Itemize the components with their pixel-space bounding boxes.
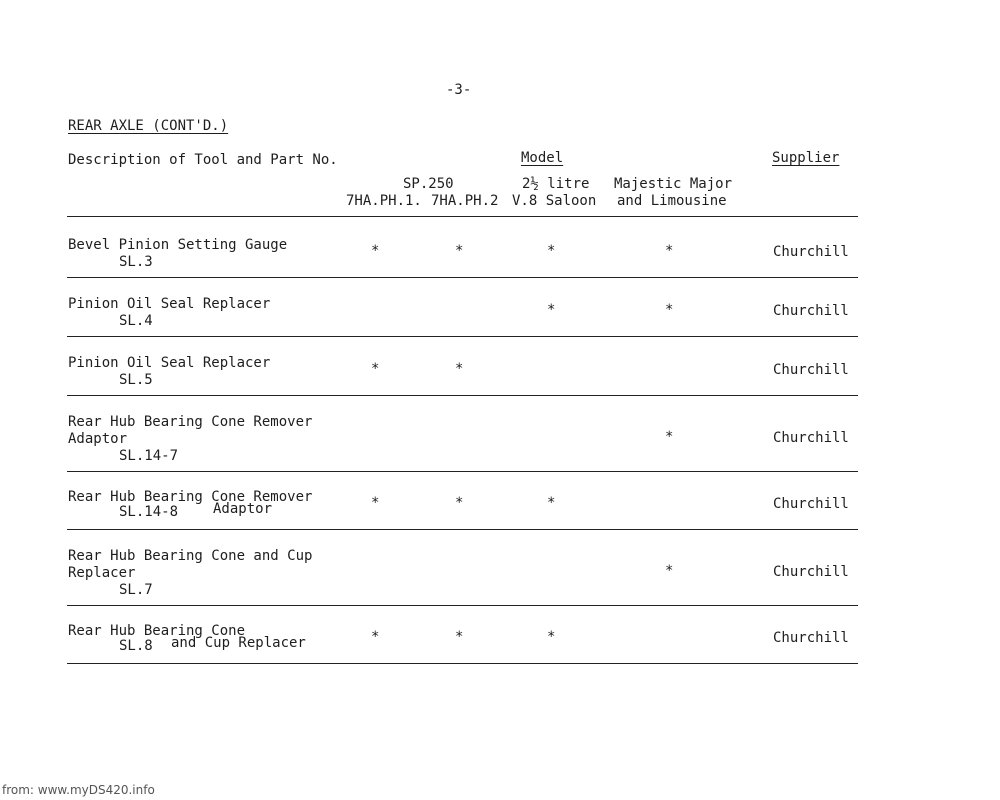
part-description-suffix: Adaptor	[213, 501, 273, 517]
part-number: SL.5	[119, 372, 153, 388]
availability-mark-v8: *	[547, 243, 556, 259]
tool-description: Rear Hub Bearing Cone	[68, 623, 246, 639]
availability-mark-ph1: *	[371, 361, 380, 377]
availability-mark-ph1: *	[371, 495, 380, 511]
availability-mark-ph1: *	[371, 243, 380, 259]
header-col-ph1: 7HA.PH.1.	[346, 193, 422, 209]
row-rule	[67, 663, 858, 664]
row-rule	[67, 529, 858, 530]
supplier-name: Churchill	[773, 630, 849, 646]
availability-mark-v8: *	[547, 302, 556, 318]
header-col-ph2: 7HA.PH.2	[431, 193, 499, 209]
tool-description: Pinion Oil Seal Replacer	[68, 296, 271, 312]
part-number: SL.4	[119, 313, 153, 329]
part-number: SL.3	[119, 254, 153, 270]
row-rule	[67, 605, 858, 606]
part-number: SL.7	[119, 582, 153, 598]
source-footer: from: www.myDS420.info	[2, 783, 155, 797]
part-number: SL.14-8	[119, 504, 179, 520]
tool-description-cont: Adaptor	[68, 431, 128, 447]
part-number: SL.14-7	[119, 448, 179, 464]
supplier-name: Churchill	[773, 244, 849, 260]
availability-mark-v8: *	[547, 629, 556, 645]
availability-mark-ph2: *	[455, 495, 464, 511]
availability-mark-ph1: *	[371, 629, 380, 645]
availability-mark-majestic: *	[665, 563, 674, 579]
header-col-v8-line1: 2½ litre	[522, 176, 590, 192]
supplier-name: Churchill	[773, 430, 849, 446]
supplier-name: Churchill	[773, 303, 849, 319]
availability-mark-ph2: *	[455, 243, 464, 259]
tool-description-cont: Replacer	[68, 565, 136, 581]
availability-mark-majestic: *	[665, 243, 674, 259]
supplier-name: Churchill	[773, 362, 849, 378]
tool-description: Rear Hub Bearing Cone and Cup	[68, 548, 313, 564]
row-rule	[67, 277, 858, 278]
header-model: Model	[521, 150, 564, 166]
availability-mark-v8: *	[547, 495, 556, 511]
header-supplier: Supplier	[772, 150, 840, 166]
tool-description: Rear Hub Bearing Cone Remover	[68, 489, 313, 505]
section-title: REAR AXLE (CONT'D.)	[68, 118, 229, 134]
part-number: SL.8	[119, 638, 153, 654]
header-rule	[67, 216, 858, 217]
header-description: Description of Tool and Part No.	[68, 152, 338, 168]
tool-description: Rear Hub Bearing Cone Remover	[68, 414, 313, 430]
row-rule	[67, 336, 858, 337]
row-rule	[67, 471, 858, 472]
supplier-name: Churchill	[773, 564, 849, 580]
header-col-sp250: SP.250	[403, 176, 454, 192]
supplier-name: Churchill	[773, 496, 849, 512]
row-rule	[67, 395, 858, 396]
header-col-majestic-line1: Majestic Major	[614, 176, 733, 192]
part-description-suffix: and Cup Replacer	[171, 635, 306, 651]
tool-description: Pinion Oil Seal Replacer	[68, 355, 271, 371]
availability-mark-ph2: *	[455, 629, 464, 645]
availability-mark-ph2: *	[455, 361, 464, 377]
tool-description: Bevel Pinion Setting Gauge	[68, 237, 288, 253]
header-col-majestic-line2: and Limousine	[617, 193, 727, 209]
availability-mark-majestic: *	[665, 429, 674, 445]
page-number: -3-	[446, 82, 472, 98]
header-col-v8-line2: V.8 Saloon	[512, 193, 597, 209]
availability-mark-majestic: *	[665, 302, 674, 318]
